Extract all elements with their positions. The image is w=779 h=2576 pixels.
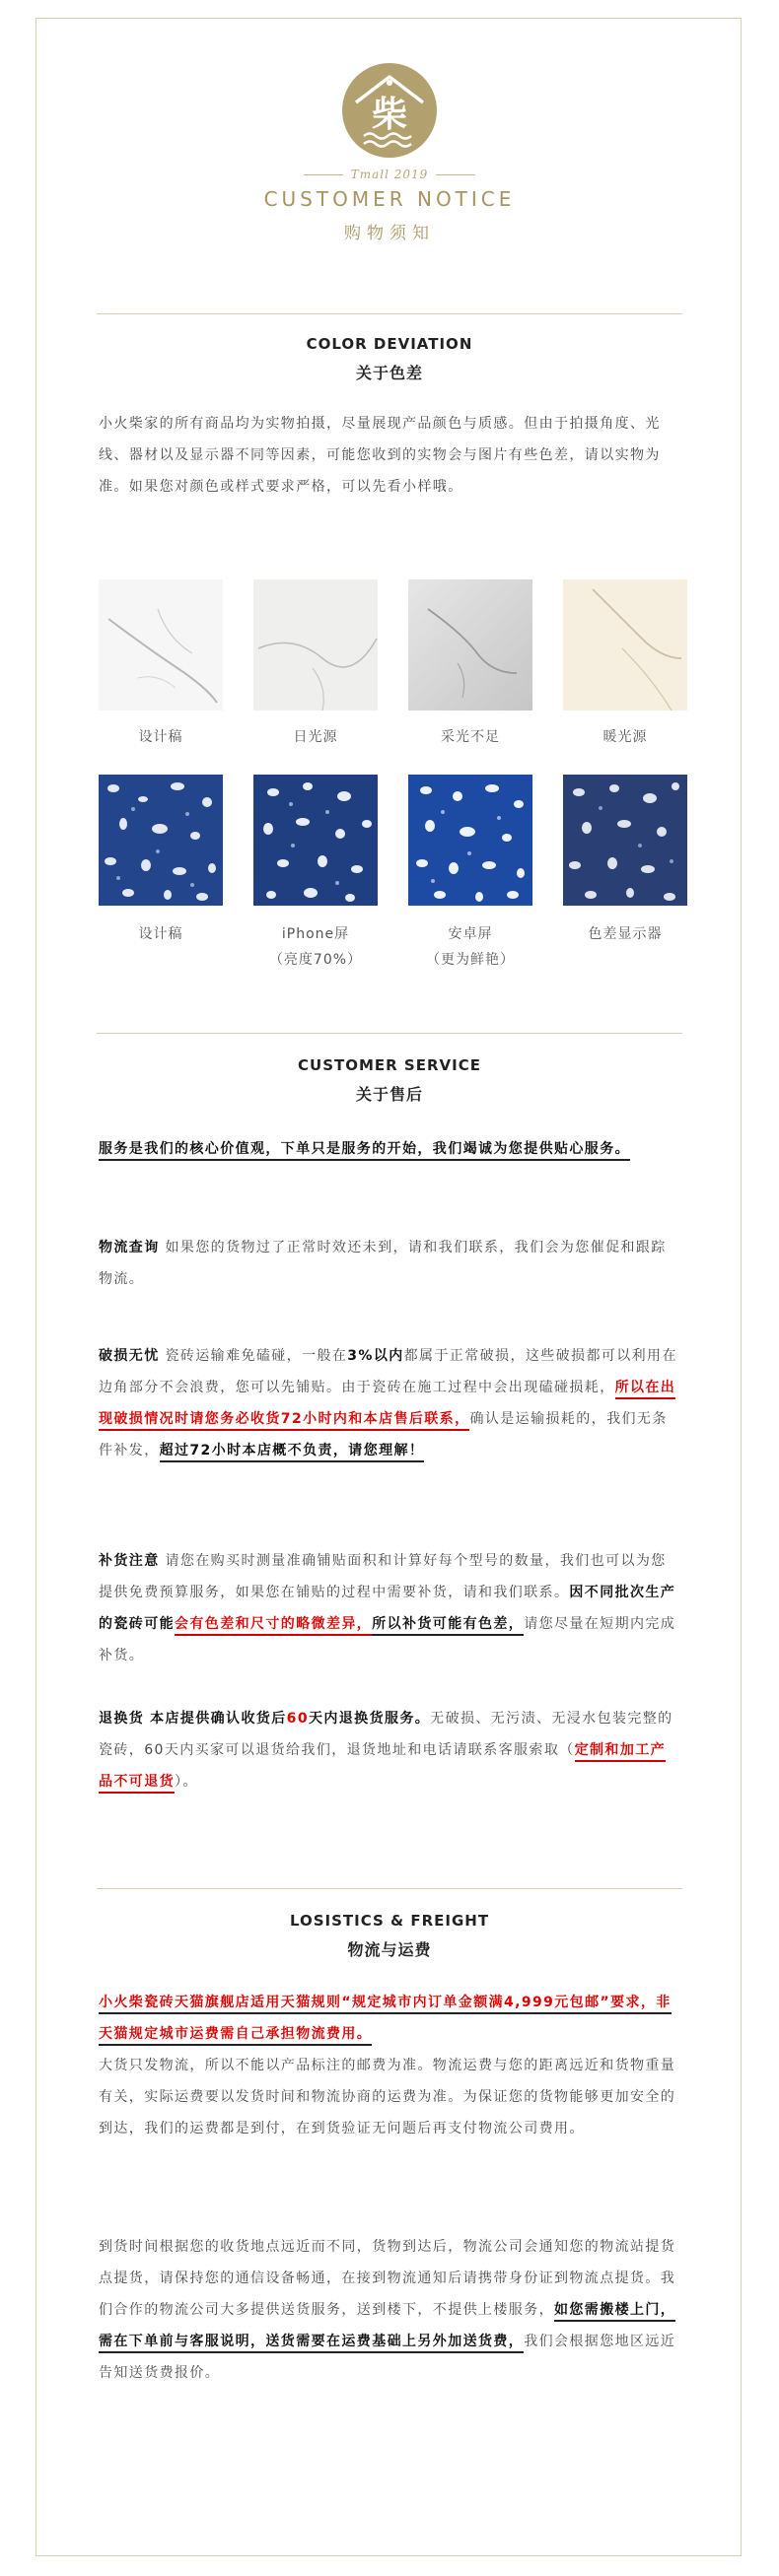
page-subtitle: 购物须知 [344,224,435,243]
damage-warning: 所以在出现破损情况时请您务必收货72小时内和本店售后联系， [99,1380,675,1431]
brand-logo [340,61,439,160]
marble-swatch-low-light [408,579,532,711]
damage-text: 确认是运输损耗的，我们无条件补发， [99,1411,668,1458]
delivery-details [99,2231,680,2389]
logistics-query-text: 如果您的货物过了正常时效还未到，请和我们联系，我们会为您催促和跟踪物流。 [99,1240,667,1287]
delivery-bold: 如您需搬楼上门，需在下单前与客服说明，送货需要在运费基础上另外加送货费， [99,2302,675,2353]
page-title: CUSTOMER NOTICE [263,187,516,211]
damage-policy [99,1340,680,1466]
restock-warning: 会有色差和尺寸的略微差异， [175,1616,372,1636]
service-intro [99,1133,680,1165]
section-title-cn: 关于色差 [355,364,423,382]
restock-policy [99,1545,680,1671]
marble-swatch-daylight [253,579,378,711]
damage-notice: 超过72小时本店概不负责，请您理解！ [160,1443,425,1462]
return-label: 退换货 [99,1711,145,1727]
return-warning: 定制和加工产品不可退货 [99,1742,666,1794]
terrazzo-swatch-color-deviation-monitor [563,775,687,906]
damage-text: 都属于正常破损，这些破损都可以利用在边角部分不会浪费，您可以先铺贴。由于瓷砖在施工过程中会出现磕碰损耗， [99,1348,677,1395]
service-intro-text: 服务是我们的核心价值观，下单只是服务的开始，我们竭诚为您提供贴心服务。 [99,1141,630,1161]
divider [97,1033,682,1034]
tmall-tag: Tmall 2019 [0,168,779,181]
section-title-en: LOSISTICS & FREIGHT [289,1912,490,1930]
section-title-en: CUSTOMER SERVICE [298,1056,481,1074]
swatch-caption: 设计稿 [138,926,183,942]
swatch-subcaption: （亮度70%） [268,952,363,968]
return-bold: 本店提供确认收货后 [150,1711,287,1727]
logistics-query [99,1232,680,1295]
freight-details: 大货只发物流，所以不能以产品标注的邮费为准。物流运费与您的距离远近和货物重量有关，实际运费要以发货时间和物流协商的运费为准。为保证您的货物能够更加安全的到达，我们的运费都是到付，在到货验证无问题后再支付物流公司费用。 [99,2058,676,2136]
return-bold: 天内退换货服务。 [308,1711,431,1727]
return-text: ）。 [175,1774,198,1790]
damage-text: 瓷砖运输难免磕碰，一般在 [165,1348,348,1364]
freight-rule [99,1987,680,2050]
marble-swatch-design [99,579,223,711]
swatch-caption: 设计稿 [138,729,183,745]
terrazzo-swatch-iphone [253,775,378,906]
marble-swatch-warm-light [563,579,687,711]
return-text: 无破损、无污渍、无浸水包装完整的瓷砖，60天内买家可以退货给我们，退货地址和电话请联系客服索取（ [99,1711,673,1758]
divider [97,313,682,314]
swatch-caption: 日光源 [293,729,338,745]
divider [97,1888,682,1889]
restock-bold: 所以补货可能有色差， [372,1616,524,1636]
section-title-en: COLOR DEVIATION [306,335,473,353]
swatch-caption: 暖光源 [602,729,648,745]
restock-label: 补货注意 [99,1553,160,1569]
restock-text: 请您尽量在短期内完成补货。 [99,1616,676,1663]
swatch-subcaption: （更为鲜艳） [426,952,515,968]
return-policy [99,1703,680,1797]
swatch-caption: iPhone屏 [281,926,350,942]
delivery-text: 我们会根据您地区远近告知送货费报价。 [99,2334,676,2381]
delivery-text: 到货时间根据您的收货地点远近而不同，货物到达后，物流公司会通知您的物流站提货点提货，请保持您的通信设备畅通，在接到物流通知后请携带身份证到物流点提货。我们合作的物流公司大多提供送货服务，送到楼下，不提供上楼服务， [99,2239,676,2318]
return-days: 60 [286,1711,309,1727]
terrazzo-swatch-design [99,775,223,906]
damage-percent: 3%以内 [347,1348,404,1364]
restock-bold: 因不同批次生产的瓷砖可能 [99,1585,676,1632]
freight-rule-text: 小火柴瓷砖天猫旗舰店适用天猫规则“规定城市内订单金额满4,999元包邮”要求，非天猫规定城市运费需自己承担物流费用。 [99,1995,672,2046]
swatch-caption: 安卓屏 [448,926,493,942]
terrazzo-swatch-android [408,775,532,906]
swatch-caption: 色差显示器 [588,926,663,942]
restock-text: 请您在购买时测量准确铺贴面积和计算好每个型号的数量，我们也可以为您提供免费预算服务，如果您在铺贴的过程中需要补货，请和我们联系。 [99,1553,667,1600]
logo-glyph: 柴 [371,95,408,135]
logistics-query-label: 物流查询 [99,1240,160,1255]
damage-label: 破损无忧 [99,1348,160,1364]
swatch-caption: 采光不足 [441,729,500,745]
color-deviation-text: 小火柴家的所有商品均为实物拍摄，尽量展现产品颜色与质感。但由于拍摄角度、光线、器材以及显示器不同等因素，可能您收到的实物会与图片有些色差，请以实物为准。如果您对颜色或样式要求严格，可以先看小样哦。 [99,416,661,495]
section-title-cn: 关于售后 [355,1085,423,1104]
section-title-cn: 物流与运费 [347,1940,432,1959]
